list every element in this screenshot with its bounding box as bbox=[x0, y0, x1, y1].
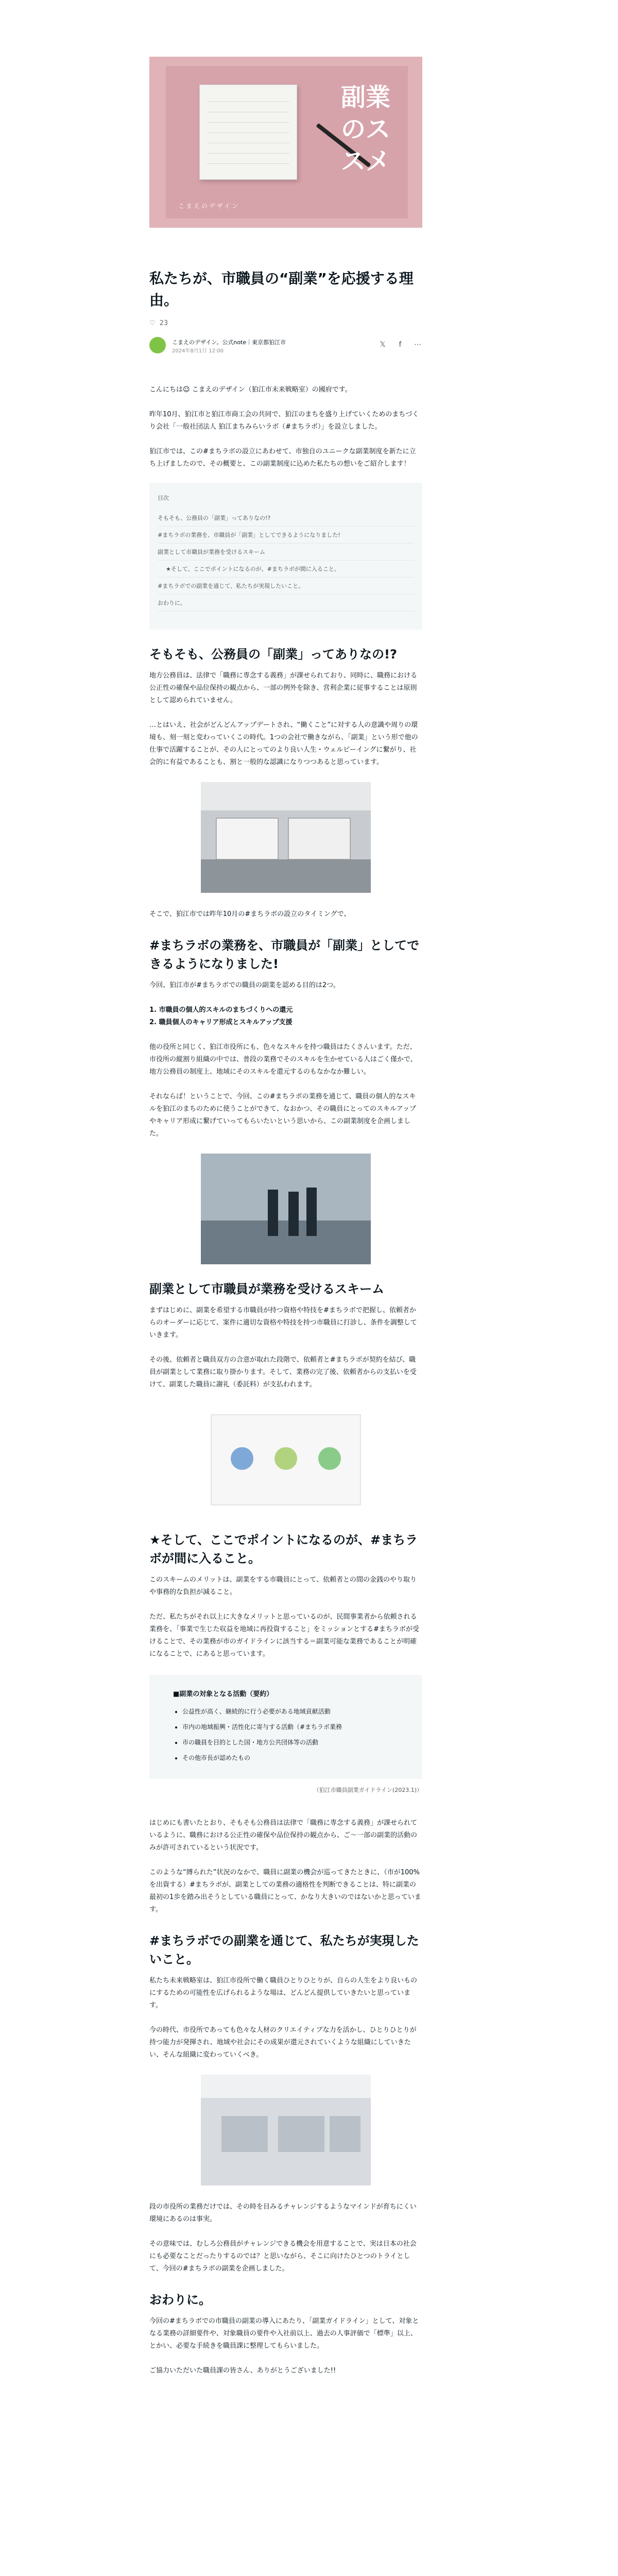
body-paragraph: こんにちは☺︎ こまえのデザイン（狛江市未来戦略室）の國府です。 bbox=[149, 386, 352, 394]
body-paragraph: その後、依頼者と職員双方の合意が取れた段階で、依頼者と#まちラボが契約を結び、職員が副業として業務に取り掛かります。そして、業務の完了後、依頼者からの支払いを受けて、副業した職員に謝礼（委託料）が支払われます。 bbox=[149, 1356, 417, 1388]
body-paragraph: このような“縛られた”状況のなかで、職員に副業の機会が巡ってきたときに、（市が100%を出資する）#まちラボが、副業としての業務の適格性を判断できることは、特に副業の最初の1歩を踏み出そうとしている職員にとって、かなり大きいのではないかと思っています。 bbox=[149, 1869, 421, 1913]
toc-item[interactable]: 副業として市職員が業務を受けるスキーム bbox=[158, 544, 414, 561]
article-title: 私たちが、市職員の“副業”を応援する理由。 bbox=[149, 270, 414, 309]
guideline-item: • その他市長が認めたもの bbox=[182, 1750, 399, 1766]
author-meta bbox=[149, 337, 422, 354]
notebook-illustration bbox=[199, 84, 297, 180]
guideline-box bbox=[149, 1675, 422, 1779]
purpose-item: 1. 市職員の個人的スキルのまちづくりへの還元 bbox=[149, 1006, 293, 1014]
body-paragraph: その意味では、むしろ公務員がチャレンジできる機会を用意することで、実は日本の社会にも必要なことだったりするのでは？と思いながら、そこに向けたひとつのトライとして、今回の#まちラボの副業を企画しました。 bbox=[149, 2240, 417, 2273]
body-paragraph: 段の市役所の業務だけでは、その時を目みるチャレンジするようなマインドが育ちにくい環境にあるのは事実。 bbox=[149, 2203, 417, 2223]
guideline-source: （狛江市職員副業ガイドライン(2023.1)） bbox=[313, 1787, 422, 1793]
body-paragraph: まずはじめに、副業を希望する市職員が持つ資格や特技を#まちラボで把握し、依頼者からのオーダーに応じて、案件に適切な資格や特技を持つ市職員に打診し、条件を調整していきます。 bbox=[149, 1307, 417, 1339]
body-paragraph: 他の役所と同じく、狛江市役所にも、色々なスキルを持つ職員はたくさんいます。ただ、市役所の縦割り組織の中では、普段の業務でそのスキルを生かせている人はごく僅かで、地方公務員の制度上、地域にそのスキルを還元するのもなかなか難しい。 bbox=[149, 1043, 417, 1076]
x-share-icon[interactable]: 𝕏 bbox=[380, 341, 386, 349]
body-paragraph: 狛江市では、この#まちラボの設立にあわせて、市独自のユニークな副業制度を新たに立ち上げましたので、その概要と、この副業制度に込めた私たちの想いをご紹介します！ bbox=[149, 448, 416, 468]
more-icon[interactable]: ⋯ bbox=[414, 341, 421, 349]
toc-item[interactable]: #まちラボの業務を、市職員が「副業」としてできるようになりました! bbox=[158, 527, 414, 544]
section-heading: そもそも、公務員の「副業」ってありなの!? bbox=[149, 647, 397, 662]
riverside-photo bbox=[201, 1154, 371, 1264]
body-paragraph: このスキームのメリットは、副業をする市職員にとって、依頼者との間の金銭のやり取りや事務的な負担が減ること。 bbox=[149, 1576, 417, 1596]
body-paragraph: 地方公務員は、法律で「職務に専念する義務」が課せられており、同時に、職務における公正性の確保や品位保持の観点から、一部の例外を除き、営利企業に従事することは原則として認められていません。 bbox=[149, 672, 418, 704]
body-paragraph: 私たち未来戦略室は、狛江市役所で働く職員ひとりひとりが、自らの人生をより良いものにするための可能性を広げられるような場は、どんどん提供していきたいと思っています。 bbox=[149, 1977, 418, 2009]
share-buttons bbox=[378, 340, 422, 349]
hero-photo bbox=[166, 66, 408, 218]
hero-title: 副業のススメ bbox=[340, 83, 390, 176]
body-paragraph: 今回、狛江市が#まちラボでの職員の副業を認める目的は2つ。 bbox=[149, 981, 340, 989]
purpose-list bbox=[149, 1004, 422, 1029]
toc-heading[interactable]: 目次 bbox=[158, 495, 169, 501]
office-photo bbox=[201, 782, 371, 893]
section-heading: おわりに。 bbox=[149, 2293, 211, 2307]
section-heading: #まちラボの業務を、市職員が「副業」としてできるようになりました! bbox=[149, 938, 420, 971]
publish-date: 2024年8月1日 12:00 bbox=[172, 348, 224, 354]
toc-item[interactable]: そもそも、公務員の「副業」ってありなの!? bbox=[158, 510, 414, 527]
body-paragraph: 昨年10月、狛江市と狛江市商工会の共同で、狛江のまちを盛り上げていくためのまちづくり会社「一般社団法人 狛江まちみらいラボ（#まちラボ）」を設立しました。 bbox=[149, 411, 419, 431]
guideline-list bbox=[173, 1704, 399, 1766]
table-of-contents bbox=[149, 483, 422, 630]
section-heading: #まちラボでの副業を通じて、私たちが実現したいこと。 bbox=[149, 1934, 419, 1967]
facebook-share-icon[interactable]: f bbox=[399, 341, 402, 349]
hero-image bbox=[149, 57, 422, 228]
toc-item[interactable]: おわりに。 bbox=[158, 595, 414, 612]
purpose-item: 2. 職員個人のキャリア形成とスキルアップ支援 bbox=[149, 1019, 293, 1026]
scheme-diagram bbox=[201, 1404, 371, 1515]
body-paragraph: 今回の#まちラボでの市職員の副業の導入にあたり、「副業ガイドライン」として、対象となる業務の詳細要件や、対象職員の要件や入社前以上、過去の人事評価で「標準」以上、とかい、必要な手続きを職員課に整理してもらいました。 bbox=[149, 2317, 419, 2350]
like-area[interactable] bbox=[149, 319, 168, 327]
heart-icon[interactable]: ♡ bbox=[149, 319, 156, 327]
guideline-heading: ■副業の対象となる活動（要約） bbox=[173, 1690, 273, 1698]
body-paragraph: …とはいえ、社会がどんどんアップデートされ、“働くこと”に対する人の意識や周りの環境も、刻一刻と変わっていくこの時代。1つの会社で働きながら、「副業」という形で他の仕事で活躍することが、その人にとってのより良い人生・ウェルビーイングに繋がり、社会的に有益であることも、割と一般的な認識になりつつあると思っています。 bbox=[149, 721, 418, 766]
body-paragraph: 今の時代、市役所であっても色々な人材のクリエイティブな力を活かし、ひとりひとりが持つ能力が発揮され、地域や社会にその成果が還元されていくような組織にしていきたい、そんな組織に変わっていくべき。 bbox=[149, 2026, 417, 2059]
like-count: 23 bbox=[159, 319, 168, 327]
article-body bbox=[149, 384, 422, 2389]
hero-credit: こまえのデザイン bbox=[178, 202, 240, 210]
guideline-item: • 公益性が高く、継続的に行う必要がある地域貢献活動 bbox=[182, 1704, 399, 1719]
guideline-item: • 市の職員を目的とした国・地方公共団体等の活動 bbox=[182, 1735, 399, 1750]
body-paragraph: それならば！ということで、今回、この#まちラボの業務を通じて、職員の個人的なスキルを狛江のまちのために使うことができて、なおかつ、その職員にとってのスキルアップやキャリア形成に繋げていってもらいたいという思いから、この副業制度を企画しました。 bbox=[149, 1093, 416, 1138]
body-paragraph: はじめにも書いたとおり、そもそも公務員は法律で「職務に専念する義務」が課せられているように、職務における公正性の確保や品位保持の観点から、ご〜一部の副業的活動のみが許可されているという状況です。 bbox=[149, 1819, 418, 1852]
workspace-photo bbox=[201, 2075, 371, 2185]
body-paragraph: ご協力いただいた職員課の皆さん、ありがとうございました!! bbox=[149, 2367, 336, 2375]
section-heading: ★そして、ここでポイントになるのが、#まちラボが間に入ること。 bbox=[149, 1533, 418, 1566]
author-avatar[interactable] bbox=[149, 337, 166, 353]
toc-item[interactable]: ★そして、ここでポイントになるのが、#まちラボが間に入ること。 bbox=[158, 561, 414, 578]
guideline-item: • 市内の地域振興・活性化に寄与する活動（#まちラボ業務 bbox=[182, 1719, 399, 1735]
body-paragraph: ただ、私たちがそれ以上に大きなメリットと思っているのが、民間事業者から依頼される業務を、「事業で生じた収益を地域に再投資すること」をミッションとする#まちラボが受けることで、その業務が市のガイドラインに該当する＝副業可能な業務であることが明確になることで、にあると思っています。 bbox=[149, 1613, 419, 1658]
body-paragraph: そこで、狛江市では昨年10月の#まちラボの設立のタイミングで、 bbox=[149, 910, 351, 918]
author-name[interactable]: こまえのデザイン。公式note｜東京都狛江市 bbox=[172, 339, 286, 346]
toc-item[interactable]: #まちラボでの副業を通じて、私たちが実現したいこと。 bbox=[158, 578, 414, 595]
section-heading: 副業として市職員が業務を受けるスキーム bbox=[149, 1282, 384, 1296]
